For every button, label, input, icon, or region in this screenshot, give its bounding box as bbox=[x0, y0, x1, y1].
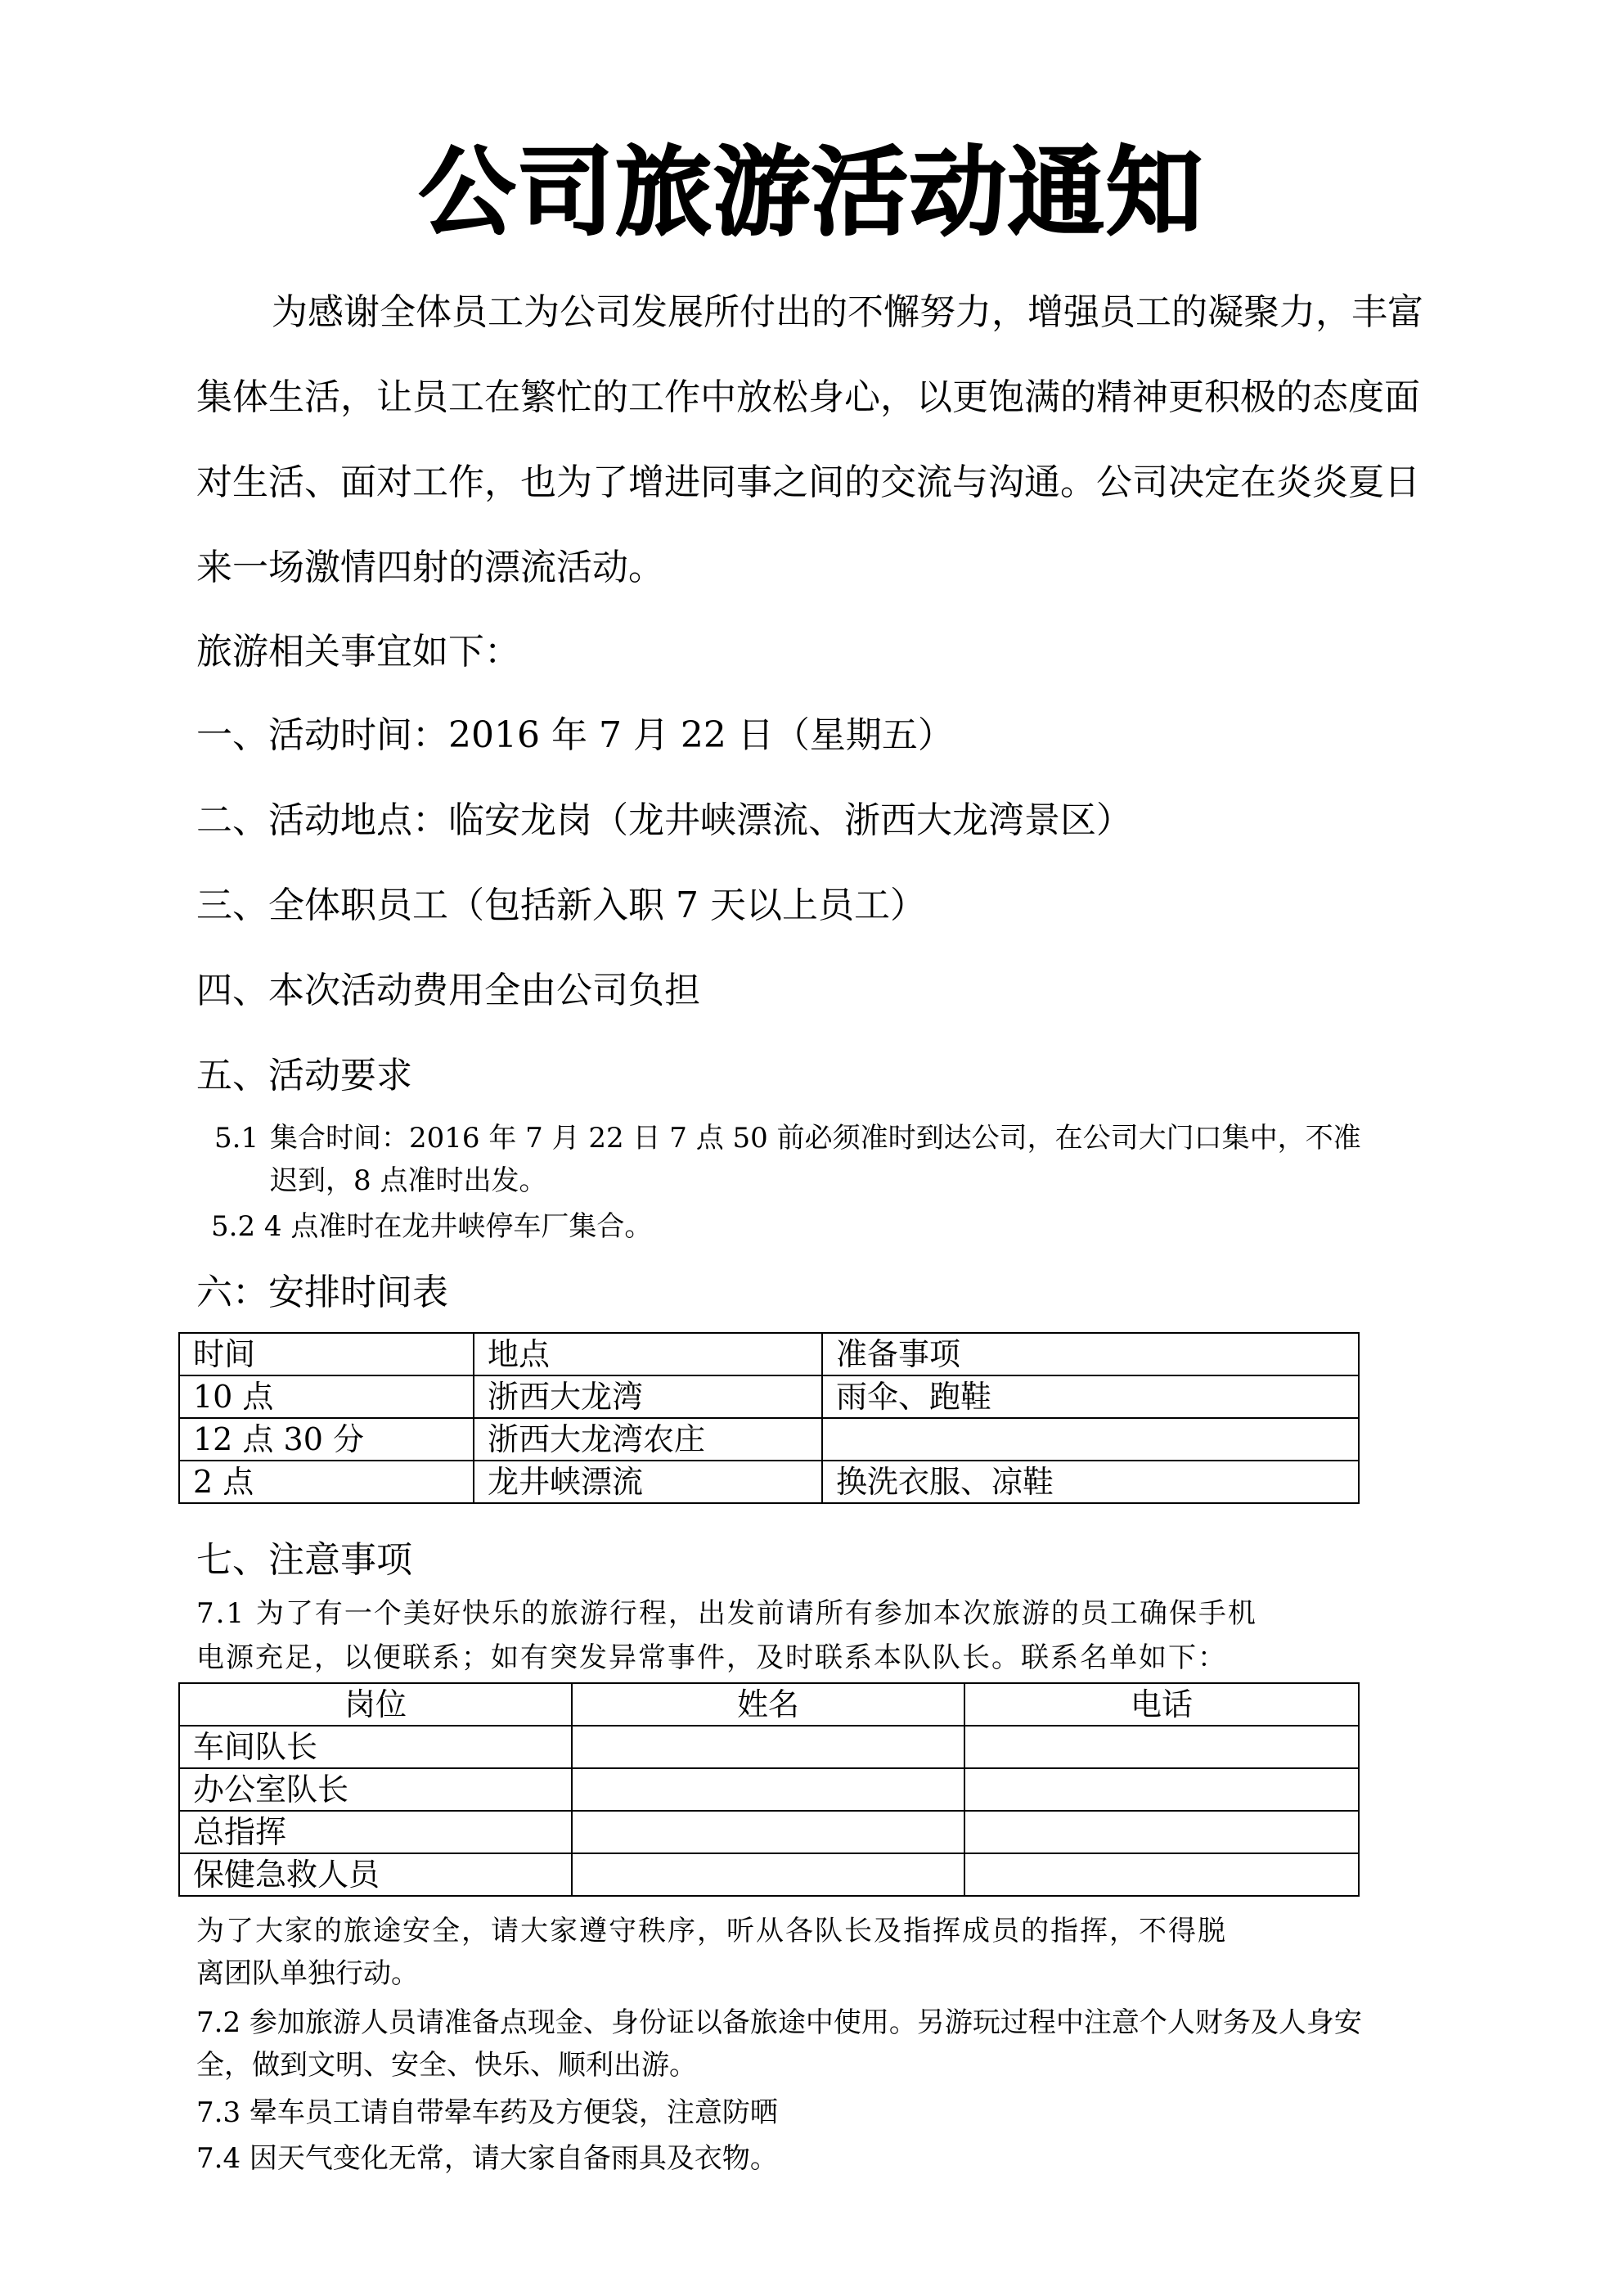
header-cell: 姓名 bbox=[572, 1683, 964, 1726]
table-cell: 雨伞、跑鞋 bbox=[822, 1375, 1359, 1418]
table-cell bbox=[964, 1811, 1359, 1853]
table-cell: 车间队长 bbox=[179, 1726, 572, 1768]
item-cost: 四、本次活动费用全由公司负担 bbox=[196, 970, 700, 1011]
table-row bbox=[179, 1811, 1359, 1853]
table-cell bbox=[572, 1768, 964, 1811]
table-cell bbox=[964, 1768, 1359, 1811]
table-cell: 总指挥 bbox=[179, 1811, 572, 1853]
table-cell: 浙西大龙湾 bbox=[474, 1375, 822, 1418]
safety-note-line-1: 为了大家的旅途安全，请大家遵守秩序，听从各队长及指挥成员的指挥，不得脱 bbox=[196, 1915, 1227, 1947]
table-cell: 10 点 bbox=[179, 1375, 474, 1418]
table-row bbox=[179, 1853, 1359, 1896]
item-requirements-heading: 五、活动要求 bbox=[196, 1055, 412, 1096]
item-activity-place: 二、活动地点：临安龙岗（龙井峡漂流、浙西大龙湾景区） bbox=[196, 799, 1132, 841]
safety-note-line-2: 离团队单独行动。 bbox=[196, 1957, 419, 1990]
table-cell: 保健急救人员 bbox=[179, 1853, 572, 1896]
notes-heading: 七、注意事项 bbox=[196, 1539, 412, 1581]
note-1-line-2: 电源充足，以便联系；如有突发异常事件，及时联系本队队长。联系名单如下： bbox=[196, 1641, 1227, 1674]
schedule-table bbox=[178, 1332, 1360, 1504]
table-cell: 龙井峡漂流 bbox=[474, 1461, 822, 1503]
table-header-row bbox=[179, 1683, 1359, 1726]
table-cell bbox=[572, 1726, 964, 1768]
table-row bbox=[179, 1768, 1359, 1811]
header-cell: 时间 bbox=[179, 1333, 474, 1375]
item-activity-time: 一、活动时间：2016 年 7 月 22 日（星期五） bbox=[196, 714, 954, 756]
requirement-2: 5.2 4 点准时在龙井峡停车厂集合。 bbox=[211, 1210, 653, 1243]
table-cell: 换洗衣服、凉鞋 bbox=[822, 1461, 1359, 1503]
header-cell: 准备事项 bbox=[822, 1333, 1359, 1375]
table-cell: 12 点 30 分 bbox=[179, 1418, 474, 1461]
note-1-line-1: 7.1 为了有一个美好快乐的旅游行程，出发前请所有参加本次旅游的员工确保手机 bbox=[196, 1597, 1257, 1630]
page-title: 公司旅游活动通知 bbox=[418, 136, 1204, 249]
note-2-line-1: 7.2 参加旅游人员请准备点现金、身份证以备旅途中使用。另游玩过程中注意个人财务及人身安 bbox=[196, 2006, 1362, 2039]
intro-paragraph: 为感谢全体员工为公司发展所付出的不懈努力，增强员工的凝聚力，丰富集体生活，让员工在繁忙的工作中放松身心，以更饱满的精神更积极的态度面对生活、面对工作，也为了增进同事之间的交流与沟通。公司决定在炎炎夏日来一场激情四射的漂流活动。 bbox=[196, 291, 1423, 588]
table-header-row bbox=[179, 1333, 1359, 1375]
requirement-1-line-2: 迟到，8 点准时出发。 bbox=[270, 1164, 547, 1197]
table-cell: 2 点 bbox=[179, 1461, 474, 1503]
header-cell: 电话 bbox=[964, 1683, 1359, 1726]
table-row bbox=[179, 1375, 1359, 1418]
table-row bbox=[179, 1726, 1359, 1768]
table-cell bbox=[572, 1811, 964, 1853]
lead-text: 旅游相关事宜如下： bbox=[196, 631, 520, 673]
schedule-heading: 六：安排时间表 bbox=[196, 1272, 448, 1313]
table-row bbox=[179, 1461, 1359, 1503]
table-cell bbox=[822, 1418, 1359, 1461]
header-cell: 岗位 bbox=[179, 1683, 572, 1726]
header-cell: 地点 bbox=[474, 1333, 822, 1375]
table-cell bbox=[964, 1853, 1359, 1896]
note-4: 7.4 因天气变化无常，请大家自备雨具及衣物。 bbox=[196, 2142, 778, 2175]
table-cell bbox=[964, 1726, 1359, 1768]
table-row bbox=[179, 1418, 1359, 1461]
requirement-1-line-1: 集合时间：2016 年 7 月 22 日 7 点 50 前必须准时到达公司，在公司大门口集中，不准 bbox=[270, 1122, 1361, 1155]
note-3: 7.3 晕车员工请自带晕车药及方便袋，注意防晒 bbox=[196, 2096, 778, 2129]
requirement-number: 5.1 bbox=[214, 1122, 259, 1155]
contacts-table bbox=[178, 1682, 1360, 1897]
note-2-line-2: 全，做到文明、安全、快乐、顺利出游。 bbox=[196, 2049, 697, 2082]
table-cell: 浙西大龙湾农庄 bbox=[474, 1418, 822, 1461]
table-cell bbox=[572, 1853, 964, 1896]
table-cell: 办公室队长 bbox=[179, 1768, 572, 1811]
item-participants: 三、全体职员工（包括新入职 7 天以上员工） bbox=[196, 885, 926, 926]
